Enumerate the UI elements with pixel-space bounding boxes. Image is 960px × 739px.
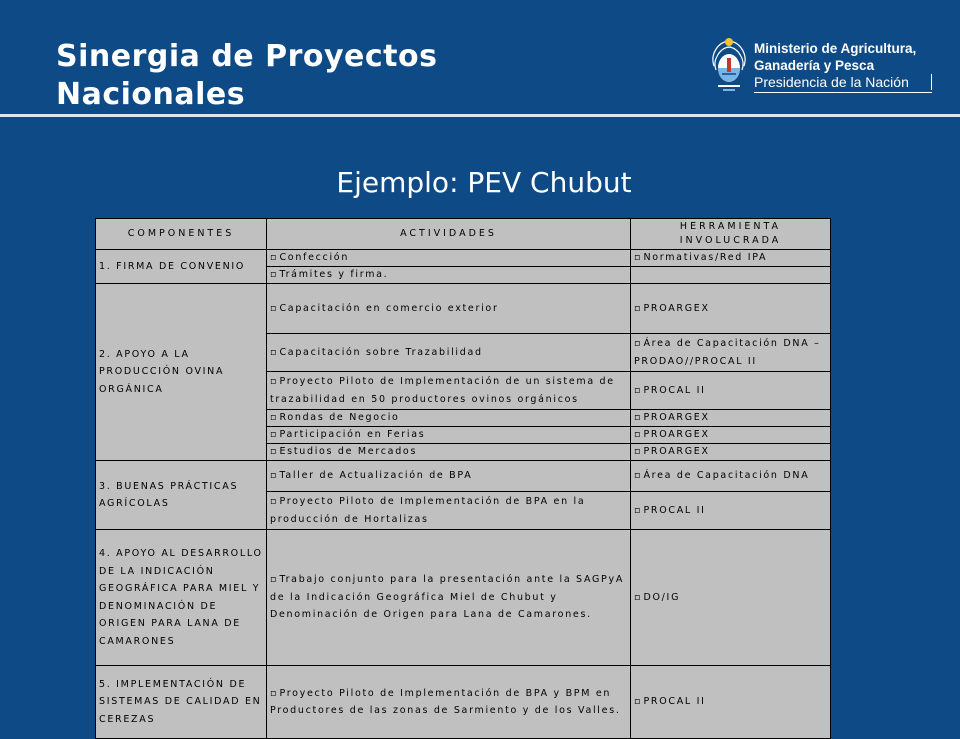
ministry-line2: Ganadería y Pesca [754, 58, 875, 73]
tool-cell: ▫ PROCAL II [631, 492, 831, 530]
ministry-line3: Presidencia de la Nación [754, 74, 909, 90]
tool-cell: ▫ PROARGEX [631, 444, 831, 461]
header-componentes: COMPONENTES [96, 219, 267, 250]
tool-cell: ▫ Normativas/Red IPA [631, 250, 831, 267]
activity-cell: ▫ Trabajo conjunto para la presentación ante la SAGPyA de la Indicación Geográfica Miel de Chubut y Denominación de Origen para Lana de Camarones. [267, 530, 631, 666]
activity-cell: ▫ Proyecto Piloto de Implementación de un sistema de trazabilidad en 50 productores ovinos orgánicos [267, 372, 631, 410]
coat-of-arms-icon [708, 36, 750, 98]
logo-vertical-bar [931, 74, 932, 90]
activity-cell: ▫ Trámites y firma. [267, 267, 631, 284]
activity-cell: ▫ Estudios de Mercados [267, 444, 631, 461]
activities-table [95, 218, 831, 739]
activity-cell: ▫ Rondas de Negocio [267, 410, 631, 427]
tool-cell: ▫ PROCAL II [631, 666, 831, 739]
table-row [96, 250, 831, 267]
activity-cell: ▫ Capacitación sobre Trazabilidad [267, 334, 631, 372]
tool-cell: ▫ PROARGEX [631, 410, 831, 427]
component-cell: 4. APOYO AL DESARROLLO DE LA INDICACIÓN GEOGRÁFICA PARA MIEL Y DENOMINACIÓN DE ORIGEN PARA LANA DE CAMARONES [96, 530, 267, 666]
activity-cell: ▫ Proyecto Piloto de Implementación de BPA en la producción de Hortalizas [267, 492, 631, 530]
ministry-name [754, 40, 916, 91]
page-title-line2: Nacionales [56, 77, 246, 112]
tool-cell: ▫ DO/IG [631, 530, 831, 666]
header-divider [0, 114, 960, 117]
tool-cell: ▫ PROARGEX [631, 427, 831, 444]
tool-cell: ▫ Área de Capacitación DNA – PRODAO//PROCAL II [631, 334, 831, 372]
table-header-row [96, 219, 831, 250]
table-row [96, 461, 831, 492]
table-row [96, 666, 831, 739]
component-cell: 5. IMPLEMENTACIÓN DE SISTEMAS DE CALIDAD EN CEREZAS [96, 666, 267, 739]
header-actividades: ACTIVIDADES [267, 219, 631, 250]
component-cell: 1. FIRMA DE CONVENIO [96, 250, 267, 284]
activity-cell: ▫ Confección [267, 250, 631, 267]
activity-cell: ▫ Participación en Ferias [267, 427, 631, 444]
tool-cell: ▫ PROCAL II [631, 372, 831, 410]
ministry-line1: Ministerio de Agricultura, [754, 41, 917, 56]
activity-cell: ▫ Taller de Actualización de BPA [267, 461, 631, 492]
tool-cell-empty [631, 267, 831, 284]
logo-underline [754, 92, 932, 93]
tool-cell: ▫ Área de Capacitación DNA [631, 461, 831, 492]
page-title [56, 38, 438, 114]
page-title-line1: Sinergia de Proyectos [56, 39, 438, 74]
activity-cell: ▫ Proyecto Piloto de Implementación de BPA y BPM en Productores de las zonas de Sarmiento y de los Valles. [267, 666, 631, 739]
component-cell: 2. APOYO A LA PRODUCCIÓN OVINA ORGÁNICA [96, 284, 267, 461]
tool-cell: ▫ PROARGEX [631, 284, 831, 334]
table-row [96, 284, 831, 334]
table-row [96, 530, 831, 666]
component-cell: 3. BUENAS PRÁCTICAS AGRÍCOLAS [96, 461, 267, 530]
ministry-logo [708, 36, 948, 98]
slide-subtitle: Ejemplo: PEV Chubut [336, 166, 632, 199]
header-herramienta: HERRAMIENTA INVOLUCRADA [631, 219, 831, 250]
activity-cell: ▫ Capacitación en comercio exterior [267, 284, 631, 334]
